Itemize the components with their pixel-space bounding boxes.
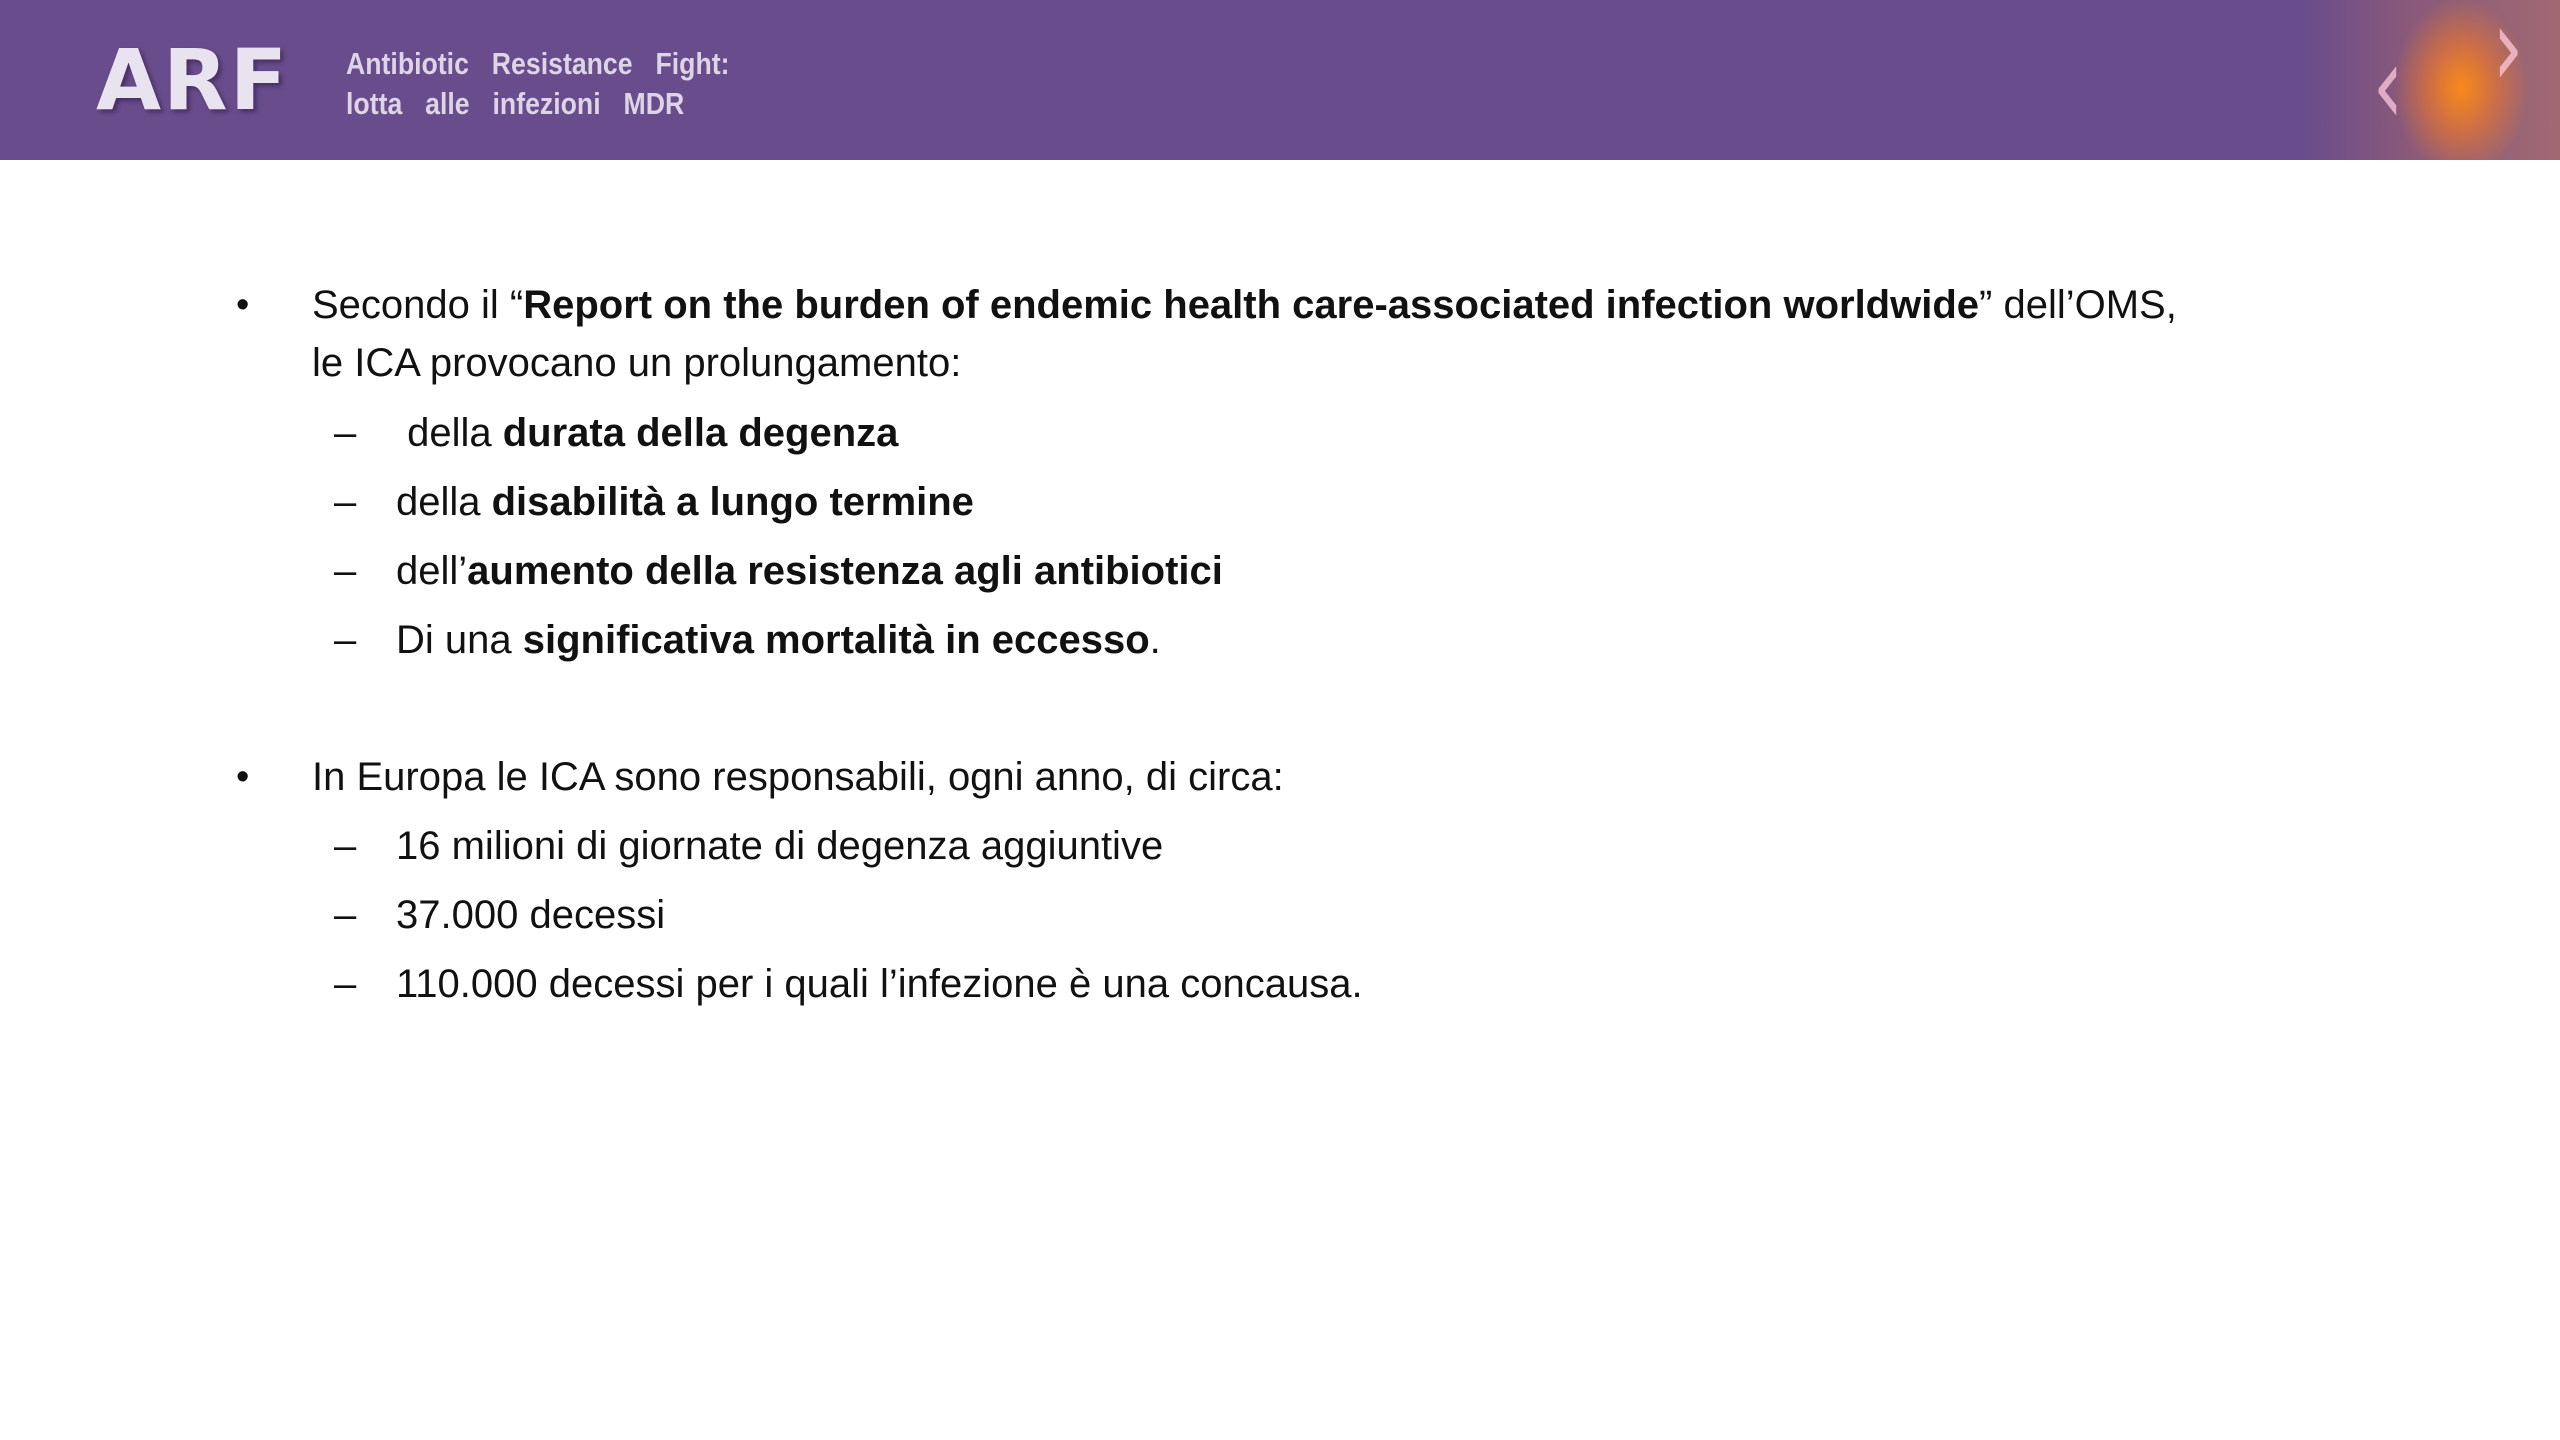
chevron-left-icon: ‹ <box>2372 21 2404 149</box>
list-item-text: 16 milioni di giornate di degenza aggiuntive <box>396 824 1164 868</box>
chevron-right-icon: › <box>2492 0 2524 111</box>
bullet-text: In Europa le ICA sono responsabili, ogni anno, di circa: <box>312 755 1284 799</box>
dash-marker: – <box>334 549 357 593</box>
bullet-marker: • <box>236 756 250 798</box>
bullet-line-2: le ICA provocano un prolungamento: <box>312 341 962 385</box>
item-prefix: della <box>396 411 503 455</box>
list-item-text: 110.000 decessi per i quali l’infezione è una concausa. <box>396 962 1363 1006</box>
list-item-text <box>396 473 974 531</box>
list-item <box>0 611 2560 671</box>
list-item <box>0 955 2560 1015</box>
bullet-after-title: ” dell’OMS, <box>1979 283 2177 327</box>
bullet-intro: Secondo il “ <box>312 283 524 327</box>
dash-marker: – <box>334 824 357 868</box>
list-item-text <box>396 611 1161 669</box>
list-item <box>0 886 2560 946</box>
item-prefix: Di una <box>396 618 523 662</box>
tagline-line-1: Antibiotic Resistance Fight: <box>346 46 730 81</box>
list-item-text: 37.000 decessi <box>396 893 666 937</box>
list-item <box>0 817 2560 877</box>
arf-logo: ARF <box>96 31 290 129</box>
dash-marker: – <box>334 618 357 662</box>
list-item <box>0 404 2560 464</box>
report-title: Report on the burden of endemic health care-associated infection worldwide <box>523 283 1980 327</box>
dash-marker: – <box>334 480 357 524</box>
item-bold: durata della degenza <box>502 411 899 455</box>
item-prefix: della <box>396 480 492 524</box>
bullet-marker: • <box>236 284 250 326</box>
item-bold: aumento della resistenza agli antibiotici <box>467 549 1223 593</box>
dash-marker: – <box>334 962 357 1006</box>
item-bold: disabilità a lungo termine <box>491 480 974 524</box>
list-item <box>0 542 2560 602</box>
list-item-text <box>396 404 898 462</box>
bullet-text <box>312 276 2372 392</box>
list-item-text <box>396 542 1223 600</box>
dash-marker: – <box>334 893 357 937</box>
item-prefix: dell’ <box>396 549 468 593</box>
dash-marker: – <box>334 411 357 455</box>
tagline-line-2: lotta alle infezioni MDR <box>346 86 685 121</box>
list-item <box>0 473 2560 533</box>
item-bold: significativa mortalità in eccesso <box>522 618 1150 662</box>
item-suffix: . <box>1149 618 1161 662</box>
